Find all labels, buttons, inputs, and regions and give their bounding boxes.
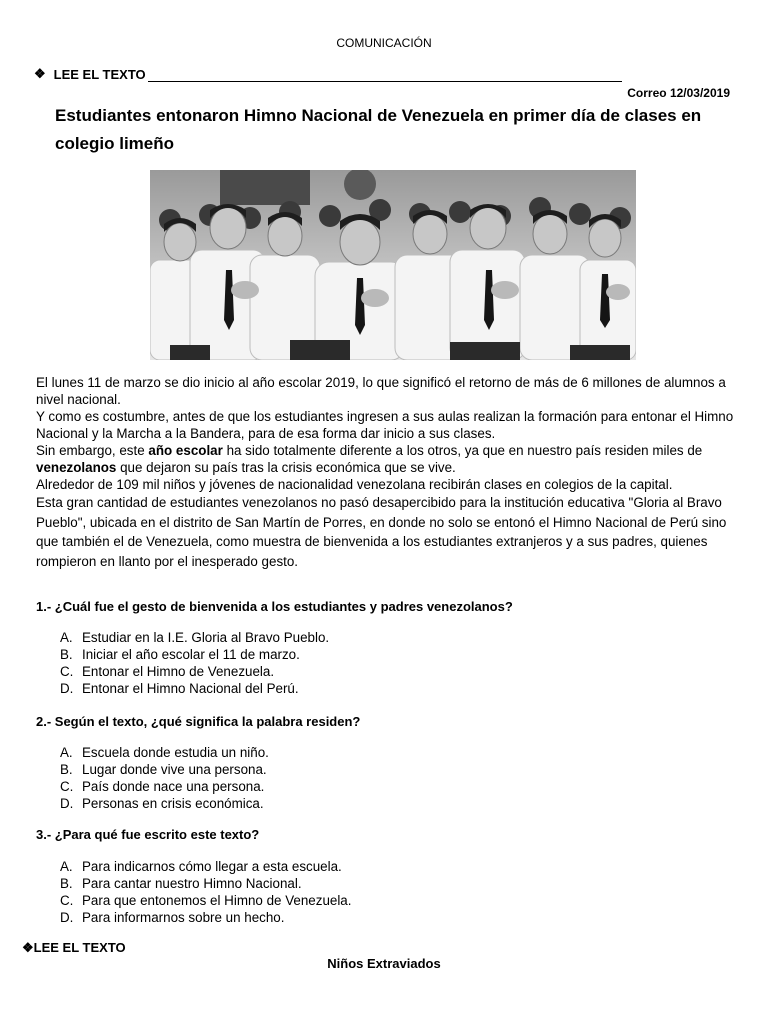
option-text: Personas en crisis económica.: [82, 796, 264, 811]
question-1: 1.- ¿Cuál fue el gesto de bienvenida a los estudiantes y padres venezolanos?: [36, 599, 513, 614]
question-2-options: [60, 744, 269, 812]
option: [60, 892, 352, 909]
second-text-title: Niños Extraviados: [327, 956, 441, 971]
question-3: 3.- ¿Para qué fue escrito este texto?: [36, 827, 260, 842]
question-2: 2.- Según el texto, ¿qué significa la palabra residen?: [36, 714, 361, 729]
paragraph-3-text: Sin embargo, este: [36, 443, 149, 458]
bold-term-venezolanos: venezolanos: [36, 460, 117, 475]
option-letter: B.: [60, 647, 73, 662]
option-text: Entonar el Himno de Venezuela.: [82, 664, 275, 679]
option: [60, 629, 330, 646]
bold-term-ano-escolar: año escolar: [148, 443, 223, 458]
option-text: Entonar el Himno Nacional del Perú.: [82, 681, 299, 696]
option-letter: D.: [60, 910, 74, 925]
underline-rule: [148, 71, 622, 82]
option-text: Para cantar nuestro Himno Nacional.: [82, 876, 302, 891]
article-body: [36, 374, 736, 571]
option: [60, 858, 351, 875]
option-letter: C.: [60, 779, 74, 794]
source-date: Correo 12/03/2019: [627, 86, 730, 100]
option: [60, 744, 269, 761]
paragraph-3: [36, 442, 736, 476]
article-title: Estudiantes entonaron Himno Nacional de Venezuela en primer día de clases en colegio limeño: [55, 106, 702, 153]
section-heading-2: [22, 940, 126, 956]
option: [60, 761, 269, 778]
option: [60, 680, 329, 697]
option-letter: B.: [60, 876, 73, 891]
option-text: Estudiar en la I.E. Gloria al Bravo Pueblo.: [82, 630, 330, 645]
option-text: Iniciar el año escolar el 11 de marzo.: [82, 647, 300, 662]
paragraph-1: El lunes 11 de marzo se dio inicio al año escolar 2019, lo que significó el retorno de más de 6 millones de alumnos a nivel nacional.: [36, 375, 726, 407]
diamond-bullet-icon: ❖: [22, 940, 34, 955]
option: [60, 909, 351, 926]
option-text: Para indicarnos cómo llegar a esta escuela.: [82, 859, 342, 874]
option-letter: D.: [60, 796, 74, 811]
option-letter: C.: [60, 893, 74, 908]
option-letter: C.: [60, 664, 74, 679]
question-1-options: [60, 629, 330, 697]
option: [60, 646, 329, 663]
section-label: LEE EL TEXTO: [33, 940, 126, 955]
option-letter: D.: [60, 681, 74, 696]
option-text: Lugar donde vive una persona.: [82, 762, 267, 777]
option-letter: A.: [60, 859, 73, 874]
option: [60, 875, 351, 892]
paragraph-4: Alrededor de 109 mil niños y jóvenes de nacionalidad venezolana recibirán clases en colegios de la capital.: [36, 477, 673, 492]
paragraph-3-text: ha sido totalmente diferente a los otros, ya que en nuestro país residen miles de: [222, 443, 703, 458]
option-text: Escuela donde estudia un niño.: [82, 745, 269, 760]
paragraph-5: Esta gran cantidad de estudiantes venezolanos no pasó desapercibido para la institución educativa "Gloria al Bravo Pueblo", ubicada en el distrito de San Martín de Porres, en donde no solo se entonó el Himno Nacional de Perú sino que también el de Venezuela, como muestra de bienvenida a los estudiantes extranjeros y a sus padres, quienes rompieron en llanto por el inesperado gesto.: [36, 495, 727, 569]
page-header: COMUNICACIÓN: [336, 36, 432, 50]
diamond-bullet-icon: ❖: [34, 66, 46, 81]
section-heading: [34, 66, 622, 82]
option-letter: A.: [60, 630, 73, 645]
option-text: Para que entonemos el Himno de Venezuela.: [82, 893, 352, 908]
option: [60, 795, 269, 812]
paragraph-3-text: que dejaron su país tras la crisis económica que se vive.: [116, 460, 456, 475]
option-letter: A.: [60, 745, 73, 760]
question-3-options: [60, 858, 352, 926]
section-label: LEE EL TEXTO: [53, 67, 146, 82]
option: [60, 778, 269, 795]
option: [60, 663, 329, 680]
option-letter: B.: [60, 762, 73, 777]
option-text: País donde nace una persona.: [82, 779, 265, 794]
students-photo-illustration: [150, 170, 636, 360]
option-text: Para informarnos sobre un hecho.: [82, 910, 285, 925]
paragraph-2: Y como es costumbre, antes de que los estudiantes ingresen a sus aulas realizan la formación para entonar el Himno Nacional y la Marcha a la Bandera, para de esa forma dar inicio a sus clases.: [36, 409, 734, 441]
students-photo: [150, 170, 636, 360]
